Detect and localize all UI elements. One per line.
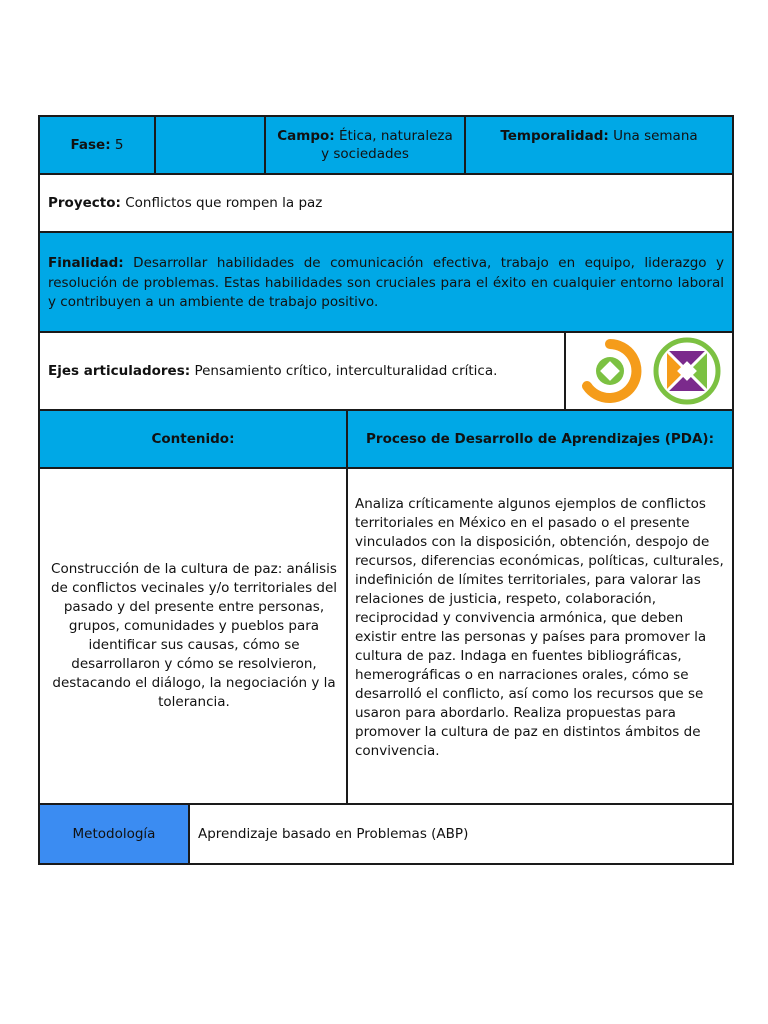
ejes-row	[40, 333, 732, 411]
planning-table	[38, 115, 734, 865]
campo-label: Campo:	[277, 128, 335, 144]
orange-green-circle-icon	[577, 338, 643, 404]
ejes-cell	[40, 333, 566, 409]
ejes-label: Ejes articuladores:	[48, 362, 191, 379]
header-row	[40, 117, 732, 175]
metodologia-label: Metodología	[40, 805, 190, 863]
columns-header-row	[40, 411, 732, 469]
fase-label: Fase:	[70, 136, 111, 153]
fase-value: 5	[114, 136, 124, 153]
ejes-icons-cell	[566, 333, 732, 409]
pda-text	[348, 469, 732, 803]
proyecto-value: Conflictos que rompen la paz	[125, 194, 323, 211]
contenido-text	[40, 469, 348, 803]
temporalidad-label: Temporalidad:	[500, 128, 609, 144]
contenido-header: Contenido:	[40, 411, 348, 467]
empty-cell	[156, 117, 266, 173]
temporalidad-value: Una semana	[613, 128, 698, 144]
purple-green-x-circle-icon	[653, 337, 721, 405]
finalidad-label: Finalidad:	[48, 255, 124, 271]
fase-cell	[40, 117, 156, 173]
metodologia-value: Aprendizaje basado en Problemas (ABP)	[198, 825, 469, 842]
finalidad-row	[40, 233, 732, 333]
campo-cell	[266, 117, 466, 173]
pda-header: Proceso de Desarrollo de Aprendizajes (PDA):	[366, 430, 714, 447]
pda-body: Analiza críticamente algunos ejemplos de conflictos territoriales en México en el pasado o el presente vinculados con la disposición, obtención, despojo de recursos, diferencias económicas, políticas, culturales, indefinición de límites territoriales, para valorar las relaciones de justicia, respeto, colaboración, reciprocidad y convivencia armónica, que deben existir entre las personas y países para promover la cultura de paz. Indaga en fuentes bibliográficas, hemerográficas o en narraciones orales, cómo se desarrolló el conflicto, así como los recursos que se usaron para abordarlo. Realiza propuestas para promover la cultura de paz en distintos ámbitos de convivencia.	[355, 496, 724, 759]
finalidad-value: Desarrollar habilidades de comunicación efectiva, trabajo en equipo, liderazgo y resolución de problemas. Estas habilidades son cruciales para el éxito en cualquier entorno laboral y contribuyen a un ambiente de trabajo positivo.	[48, 255, 724, 310]
ejes-value: Pensamiento crítico, interculturalidad crítica.	[194, 362, 498, 379]
campo-value-line2: y sociedades	[321, 146, 409, 162]
campo-value-line1: Ética, naturaleza	[338, 128, 453, 144]
proyecto-row	[40, 175, 732, 233]
proyecto-label: Proyecto:	[48, 194, 121, 211]
metodologia-row	[40, 805, 732, 863]
temporalidad-cell	[466, 117, 732, 173]
contenido-body: Construcción de la cultura de paz: análisis de conflictos vecinales y/o territoriales del pasado y del presente entre personas, grupos, comunidades y pueblos para identificar sus causas, cómo se desarrollaron y cómo se resolvieron, destacando el diálogo, la negociación y la tolerancia.	[50, 561, 338, 710]
content-row	[40, 469, 732, 805]
